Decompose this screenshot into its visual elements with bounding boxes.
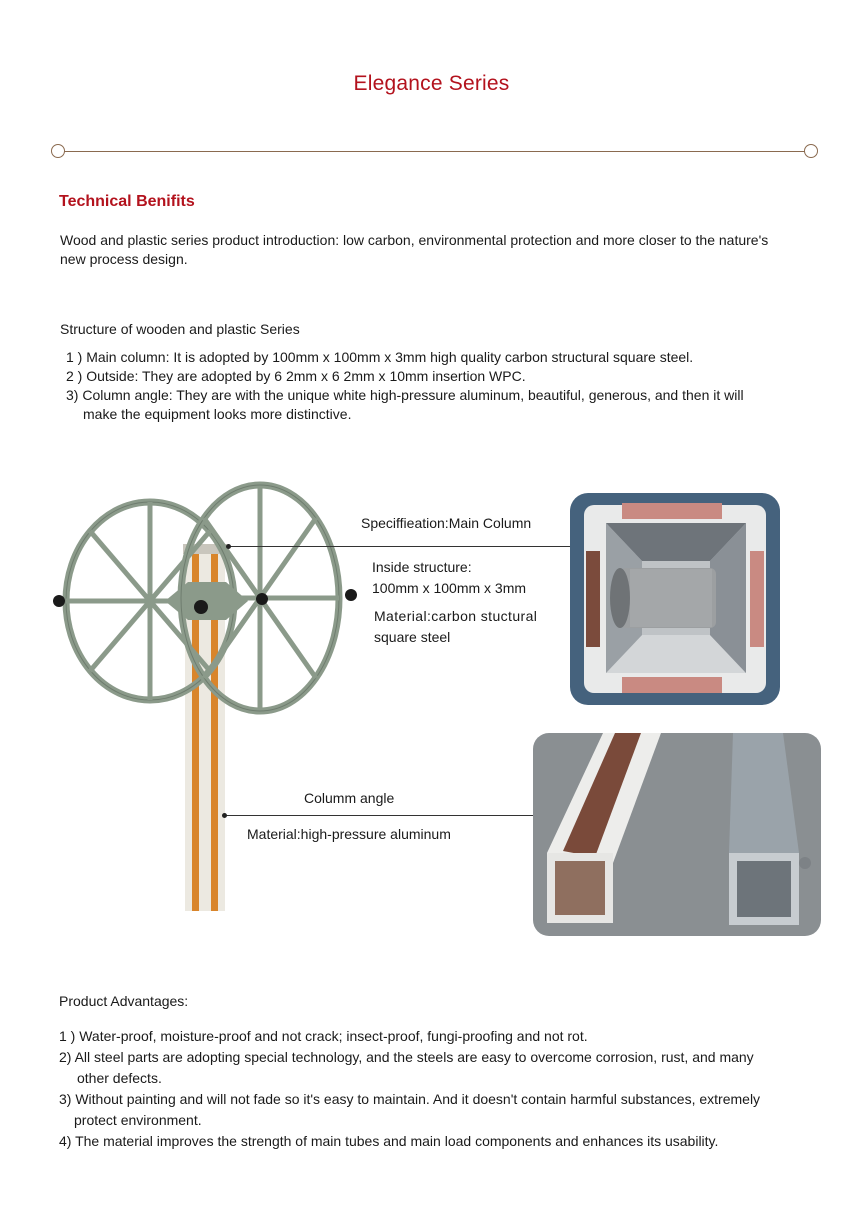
intro-line-1: Wood and plastic series product introduction: low carbon, environmental protection and more closer to the nature's — [60, 232, 769, 248]
leader-dot-left — [226, 544, 231, 549]
rule-right-circle — [804, 144, 818, 158]
structure-heading: Structure of wooden and plastic Series — [60, 321, 300, 337]
leader-dot-angle — [222, 813, 227, 818]
cross-section-photo — [570, 493, 780, 705]
callout-inside: Inside structure: — [372, 559, 472, 575]
structure-item-1: 1 ) Main column: It is adopted by 100mm x 100mm x 3mm high quality carbon structural square steel. — [66, 349, 694, 365]
leader-line-column-angle — [224, 815, 546, 816]
advantage-line-3-cont: protect environment. — [74, 1112, 202, 1128]
advantage-line-4: 4) The material improves the strength of main tubes and main load components and enhances its usability. — [59, 1133, 719, 1149]
page-title: Elegance Series — [353, 72, 510, 95]
leader-line-main-column — [228, 546, 574, 547]
callout-angle: Columm angle — [304, 790, 395, 806]
advantage-line-2-cont: other defects. — [77, 1070, 162, 1086]
callout-dims: 100mm x 100mm x 3mm — [372, 580, 527, 596]
structure-item-3: 3) Column angle: They are with the unique white high-pressure aluminum, beautiful, generous, and then it will — [66, 387, 744, 403]
advantage-line-2: 2) All steel parts are adopting special technology, and the steels are easy to overcome corrosion, rust, and many — [59, 1049, 754, 1065]
header-rule — [58, 151, 812, 152]
callout-material-1b: square steel — [374, 629, 451, 645]
advantages-heading: Product Advantages: — [59, 993, 189, 1009]
advantage-line-3: 3) Without painting and will not fade so it's easy to maintain. And it doesn't contain harmful substances, extremely — [59, 1091, 761, 1107]
callout-spec: Speciffieation:Main Column — [361, 515, 532, 531]
callout-material-2: Material:high-pressure aluminum — [247, 826, 451, 842]
column-angle-photo — [533, 733, 821, 936]
technical-heading: Technical Benifits — [59, 193, 195, 210]
structure-item-2: 2 ) Outside: They are adopted by 6 2mm x 6 2mm x 10mm insertion WPC. — [66, 368, 526, 384]
rule-left-circle — [51, 144, 65, 158]
advantage-line-1: 1 ) Water-proof, moisture-proof and not crack; insect-proof, fungi-proofing and not rot. — [59, 1028, 588, 1044]
wheel-equipment-image — [48, 478, 363, 918]
structure-item-3-cont: make the equipment looks more distinctive. — [83, 406, 352, 422]
callout-material-1a: Material:carbon stuctural — [374, 608, 538, 624]
intro-line-2: new process design. — [60, 251, 188, 267]
